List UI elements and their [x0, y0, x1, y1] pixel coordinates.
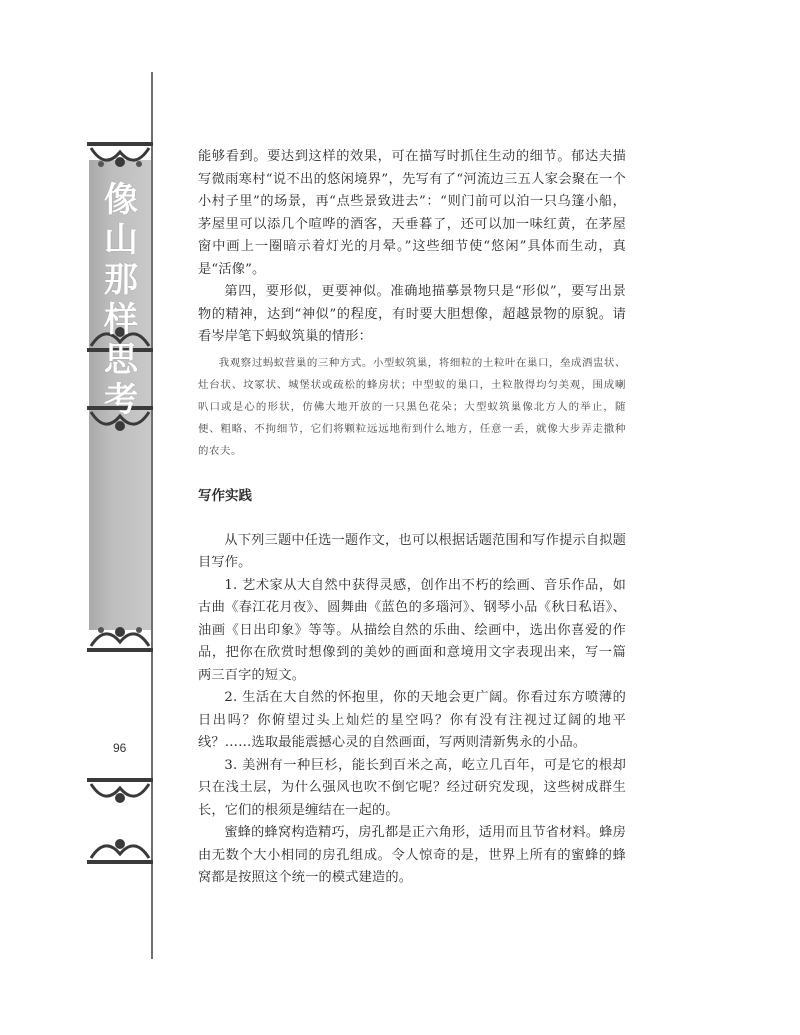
quoted-excerpt: 我观察过蚂蚁营巢的三种方式。小型蚁筑巢，将细粒的土粒叶在巢口，垒成酒盅状、灶台状、坟冢状、城堡状或疏松的蜂房状；中型蚁的巢口，土粒散得均匀美观，围成喇叭口或是心的形状，仿佛大地开放的一只黑色花朵；大型蚁筑巢像北方人的举止，随便、粗略、不拘细节，它们将颗粒远远地衔到什么地方，任意一丢，就像大步弄走撒种的农夫。 — [198, 356, 626, 457]
paragraph: 能够看到。要达到这样的效果，可在描写时抓住生动的细节。郁达夫描写微雨寒村“说不出的悠闲境界”，先写有了“河流边三五人家会聚在一个小村子里”的场景，再“点些景致进去”：“则门前可以泊一只乌篷小船，茅屋里可以添几个喧哗的酒客，天垂暮了，还可以加一味红黄，在茅屋窗中画上一圈暗示着灯光的月晕。”这些细节使“悠闲”具体而生动，真是“活像”。 — [198, 149, 626, 277]
body-text — [198, 146, 626, 890]
paragraph: 从下列三题中任选一题作文，也可以根据话题范围和写作提示自拟题目写作。 — [198, 532, 627, 570]
prompt-item: 1. 艺术家从大自然中获得灵感，创作出不朽的绘画、音乐作品，如古曲《春江花月夜》、圆舞曲《蓝色的多瑙河》、钢琴小品《秋日私语》、油画《日出印象》等等。从描绘自然的乐曲、绘画中，选出你喜爱的作品，把你在欣赏时想像到的美妙的画面和意境用文字表现出来，写一篇两三百字的短文。 — [198, 577, 626, 683]
running-title-char: 山 — [104, 220, 138, 260]
corner-ornament-last-icon — [85, 828, 155, 866]
running-title-char: 思 — [104, 340, 138, 380]
corner-ornament-top-icon — [85, 140, 155, 178]
running-title-char: 考 — [104, 380, 138, 420]
running-title-char: 样 — [104, 300, 138, 340]
running-title — [99, 180, 143, 420]
corner-ornament-bottom-icon — [85, 616, 155, 654]
margin-rule — [151, 72, 153, 959]
paragraph: 蜜蜂的蜂窝构造精巧，房孔都是正六角形，适用而且节省材料。蜂房由无数个大小相同的房孔组成。令人惊奇的是，世界上所有的蜜蜂的蜂窝都是按照这个统一的模式建造的。 — [198, 825, 627, 885]
section-heading: 写作实践 — [198, 487, 252, 504]
paragraph: 第四，要形似，更要神似。准确地描摹景物只是“形似”，要写出景物的精神，达到“神似”的程度，有时要大胆想像，超越景物的原貌。请看岑岸笔下蚂蚁筑巢的情形： — [198, 284, 626, 344]
prompt-item: 2. 生活在大自然的怀抱里，你的天地会更广阔。你看过东方喷薄的日出吗？你俯望过头上灿烂的星空吗？你有没有注视过辽阔的地平线？……选取最能震撼心灵的自然画面，写两则清新隽永的小品。 — [198, 690, 626, 750]
prompt-item: 3. 美洲有一种巨杉，能长到百米之高，屹立几百年，可是它的根却只在浅土层，为什么强风也吹不倒它呢？经过研究发现，这些树成群生长，它们的根须是缠结在一起的。 — [198, 757, 626, 818]
running-title-char: 那 — [104, 260, 138, 300]
corner-ornament-lower-icon — [85, 776, 155, 814]
page-number: 96 — [113, 741, 127, 755]
running-title-char: 像 — [104, 180, 138, 220]
